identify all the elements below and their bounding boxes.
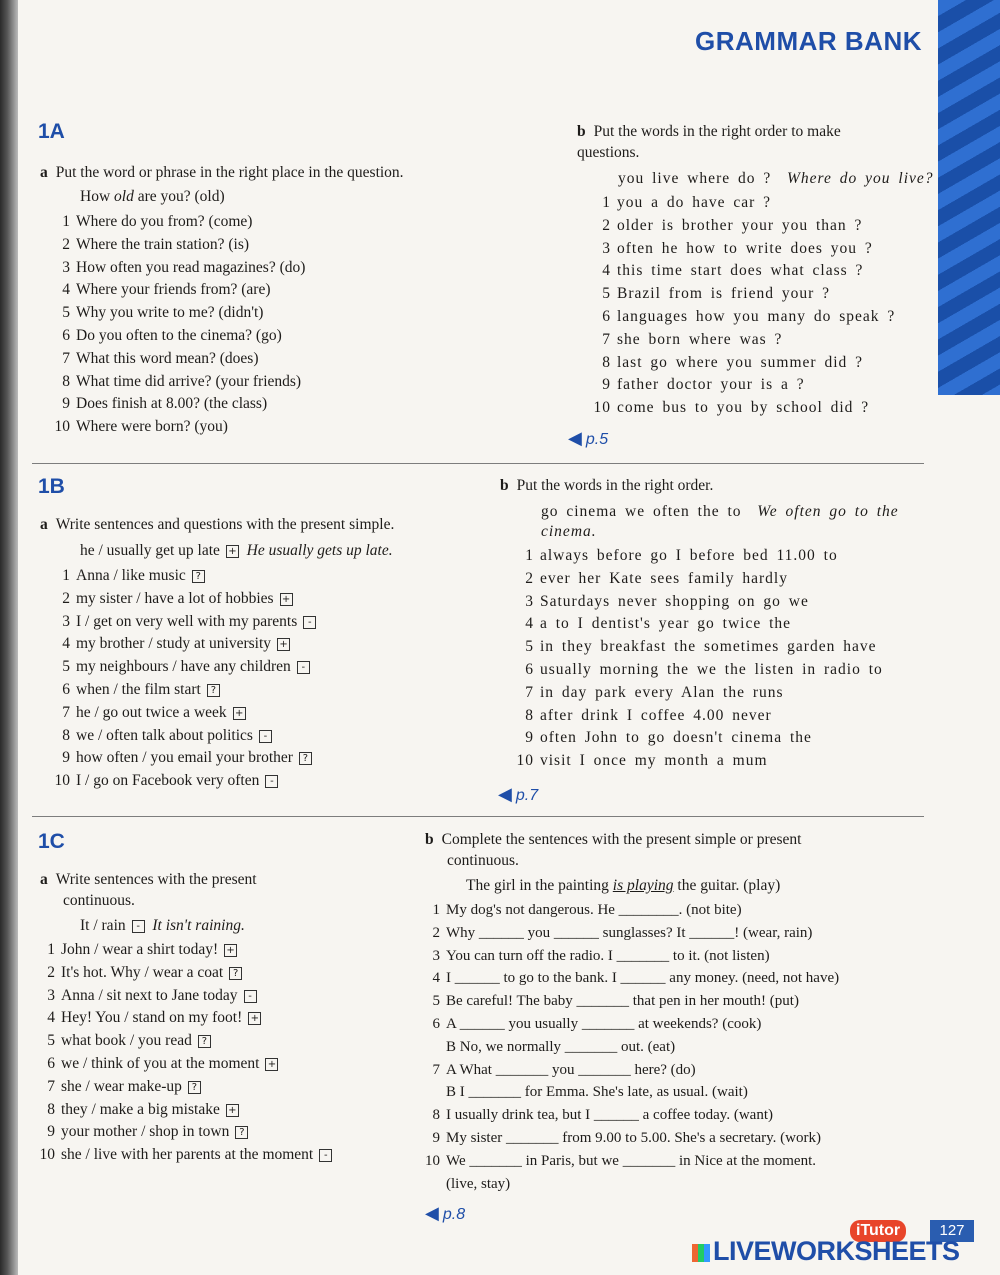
page-header-title: GRAMMAR BANK xyxy=(695,26,922,56)
section-divider xyxy=(32,463,924,464)
item-text: we / often talk about politics xyxy=(76,726,253,744)
item-number: 4 xyxy=(432,970,440,987)
plus-sign-icon: + xyxy=(233,707,246,720)
item-text: Where were born? (you) xyxy=(76,418,228,436)
item-number: 3 xyxy=(602,239,611,257)
item-text: I usually drink tea, but I ______ a coffee today. (want) xyxy=(446,1107,773,1124)
list-item xyxy=(48,279,305,302)
question-mark-icon: ? xyxy=(235,1126,248,1139)
item-text: How often you read magazines? (do) xyxy=(76,258,306,276)
item-number: 7 xyxy=(602,330,611,348)
item-number: 2 xyxy=(62,589,70,607)
list-item xyxy=(33,1121,332,1144)
item-number: 6 xyxy=(62,680,70,698)
plus-sign-icon: + xyxy=(248,1012,261,1025)
list-item xyxy=(512,636,883,659)
exercise-1b-a-instruction xyxy=(40,514,480,535)
page-reference-1a[interactable] xyxy=(568,428,608,449)
item-number: 6 xyxy=(525,660,534,678)
list-item xyxy=(589,329,895,352)
item-text: when / the film start xyxy=(76,680,201,698)
exercise-1c-a-list xyxy=(33,939,332,1167)
plus-sign-icon: + xyxy=(224,944,237,957)
item-number: 10 xyxy=(516,752,534,770)
item-text: Where the train station? (is) xyxy=(76,235,250,253)
item-text: often he how to write does you ? xyxy=(617,239,873,257)
exercise-1b-a-list xyxy=(48,565,316,793)
item-text: Where your friends from? (are) xyxy=(76,281,271,299)
list-item xyxy=(589,306,895,329)
item-text: Anna / like music xyxy=(76,567,186,584)
item-text: My dog's not dangerous. He ________. (not bite) xyxy=(446,902,742,918)
item-number: 10 xyxy=(593,399,611,417)
liveworksheets-mark-icon xyxy=(692,1244,710,1262)
item-number: 2 xyxy=(47,963,55,981)
item-text: Does finish at 8.00? (the class) xyxy=(76,395,268,413)
item-number: 3 xyxy=(525,592,534,610)
list-item xyxy=(48,679,316,702)
item-text: A What _______ you _______ here? (do) xyxy=(446,1061,696,1078)
list-item xyxy=(33,1053,332,1076)
item-number: 5 xyxy=(602,285,611,303)
item-text: your mother / shop in town xyxy=(61,1123,230,1141)
item-number: 1 xyxy=(62,567,70,584)
list-item xyxy=(418,1081,839,1104)
question-mark-icon: ? xyxy=(188,1081,201,1094)
item-number: 3 xyxy=(62,612,70,630)
item-text: ever her Kate sees family hardly xyxy=(540,569,788,587)
minus-sign-icon: - xyxy=(319,1149,332,1162)
instruction-text-cont: continuous. xyxy=(63,892,135,909)
exercise-1b-b-example-cont xyxy=(541,523,597,541)
item-text: (live, stay) xyxy=(446,1175,511,1192)
exercise-letter: b xyxy=(577,123,586,140)
item-number: 1 xyxy=(432,902,440,918)
list-item xyxy=(33,1099,332,1122)
list-item xyxy=(33,1007,332,1030)
item-text: this time start does what class ? xyxy=(617,262,864,280)
decorative-blue-strip xyxy=(938,0,1000,395)
exercise-1a-b-list xyxy=(589,192,895,420)
example-answer-cont: cinema. xyxy=(541,523,597,540)
item-text: B I _______ for Emma. She's late, as usual. (wait) xyxy=(446,1084,748,1101)
item-number: 9 xyxy=(62,395,70,413)
item-number: 10 xyxy=(54,418,70,436)
instruction-text: Write sentences and questions with the present simple. xyxy=(55,516,395,533)
list-item xyxy=(48,747,316,770)
item-text: I / go on Facebook very often xyxy=(76,772,260,790)
question-mark-icon: ? xyxy=(198,1035,211,1048)
item-text: you a do have car ? xyxy=(617,194,772,211)
item-text: I / get on very well with my parents xyxy=(76,612,298,630)
item-number: 8 xyxy=(47,1100,55,1118)
item-number: 3 xyxy=(62,258,70,276)
exercise-1a-a-example xyxy=(80,188,225,206)
list-item xyxy=(589,397,895,420)
list-item xyxy=(512,545,883,568)
exercise-1c-b-instruction xyxy=(425,829,905,871)
liveworksheets-logo xyxy=(692,1236,960,1267)
example-text: he / usually get up late xyxy=(80,542,220,559)
item-number: 4 xyxy=(62,635,70,653)
plus-sign-icon: + xyxy=(226,1104,239,1117)
example-text-end: are you? (old) xyxy=(133,188,225,205)
list-item xyxy=(418,945,839,968)
item-number: 6 xyxy=(602,307,611,325)
item-text: You can turn off the radio. I _______ to it. (not listen) xyxy=(446,947,770,964)
item-number: 5 xyxy=(62,304,70,322)
example-answer: He usually gets up late. xyxy=(246,542,393,559)
item-number: 2 xyxy=(62,235,70,253)
item-text: my sister / have a lot of hobbies xyxy=(76,589,274,607)
item-text: after drink I coffee 4.00 never xyxy=(540,706,772,724)
list-item xyxy=(589,238,895,261)
exercise-1a-a-instruction xyxy=(40,162,480,183)
item-number: 7 xyxy=(62,349,70,367)
minus-sign-icon: - xyxy=(303,616,316,629)
item-number: 4 xyxy=(47,1009,55,1027)
list-item xyxy=(48,302,305,325)
item-text: he / go out twice a week xyxy=(76,703,227,721)
item-text: a to I dentist's year go twice the xyxy=(540,615,792,633)
page-edge-shadow xyxy=(0,0,18,1275)
item-text: I ______ to go to the bank. I ______ any money. (need, not have) xyxy=(446,970,840,987)
list-item xyxy=(33,962,332,985)
exercise-1c-b-example xyxy=(466,877,780,895)
item-text: she born where was ? xyxy=(617,330,783,348)
section-title-1c: 1C xyxy=(38,830,65,853)
item-text: visit I once my month a mum xyxy=(540,752,768,770)
item-text: My sister _______ from 9.00 to 5.00. She's a secretary. (work) xyxy=(446,1129,821,1146)
list-item xyxy=(33,1076,332,1099)
exercise-1c-a-instruction xyxy=(40,869,340,911)
watermark-text: LIVEWORKSHEETS xyxy=(713,1236,960,1266)
list-item xyxy=(48,702,316,725)
question-mark-icon: ? xyxy=(207,684,220,697)
list-item xyxy=(48,633,316,656)
section-title-1a: 1A xyxy=(38,120,65,143)
item-number: 8 xyxy=(62,372,70,390)
list-item xyxy=(418,967,839,990)
instruction-text: Complete the sentences with the present simple or present xyxy=(441,831,802,848)
item-text: always before go I before bed 11.00 to xyxy=(540,547,838,564)
exercise-1a-b-example xyxy=(618,170,934,188)
item-text: we / think of you at the moment xyxy=(61,1054,260,1072)
list-item xyxy=(589,215,895,238)
item-number: 8 xyxy=(62,726,70,744)
example-text: The girl in the painting xyxy=(466,877,613,894)
example-text-end: the guitar. (play) xyxy=(673,877,781,894)
example-answer: is playing xyxy=(612,877,674,894)
list-item xyxy=(589,260,895,283)
arrow-left-icon: ◀ xyxy=(568,428,582,448)
exercise-letter: b xyxy=(425,831,434,848)
page-reference-1c[interactable] xyxy=(425,1203,465,1224)
list-item xyxy=(512,591,883,614)
arrow-left-icon: ◀ xyxy=(498,784,512,804)
item-number: 7 xyxy=(525,683,534,701)
list-item xyxy=(48,770,316,793)
list-item xyxy=(48,565,316,588)
item-number: 2 xyxy=(432,924,440,941)
item-number: 4 xyxy=(602,262,611,280)
example-text: It / rain xyxy=(80,917,126,934)
page-reference-1b[interactable] xyxy=(498,784,538,805)
list-item xyxy=(589,283,895,306)
item-number: 1 xyxy=(602,194,611,211)
list-item xyxy=(589,352,895,375)
list-item xyxy=(418,990,839,1013)
exercise-letter: b xyxy=(500,477,509,494)
question-mark-icon: ? xyxy=(299,752,312,765)
list-item xyxy=(33,985,332,1008)
exercise-1b-b-instruction xyxy=(500,475,920,496)
instruction-text: Put the words in the right order to make questions. xyxy=(577,123,841,161)
list-item xyxy=(48,257,305,280)
minus-sign-icon: - xyxy=(265,775,278,788)
item-text: Why you write to me? (didn't) xyxy=(76,304,264,322)
item-number: 1 xyxy=(525,547,534,564)
item-text: Saturdays never shopping on go we xyxy=(540,592,809,610)
list-item xyxy=(418,1150,839,1173)
list-item xyxy=(48,588,316,611)
item-number: 1 xyxy=(47,941,55,958)
item-text: father doctor your is a ? xyxy=(617,376,805,394)
item-number: 5 xyxy=(432,993,440,1010)
exercise-1c-a-example xyxy=(80,917,245,935)
plus-sign-icon: + xyxy=(280,593,293,606)
list-item xyxy=(48,234,305,257)
example-answer: We often go to the xyxy=(757,503,899,520)
item-text: Where do you from? (come) xyxy=(76,213,253,230)
instruction-text-cont: continuous. xyxy=(447,852,519,869)
item-number: 10 xyxy=(425,1152,440,1169)
item-number: 2 xyxy=(602,216,611,234)
exercise-1b-b-example xyxy=(541,503,899,521)
exercise-letter: a xyxy=(40,164,48,181)
item-text: usually morning the we the listen in radio to xyxy=(540,660,883,678)
example-italic: old xyxy=(114,188,134,205)
minus-sign-icon: - xyxy=(259,730,272,743)
list-item xyxy=(48,325,305,348)
item-text: languages how you many do speak ? xyxy=(617,307,896,325)
item-text: she / wear make-up xyxy=(61,1077,182,1095)
item-number: 9 xyxy=(47,1123,55,1141)
item-text: Brazil from is friend your ? xyxy=(617,285,831,303)
list-item xyxy=(512,727,883,750)
item-number: 9 xyxy=(62,749,70,767)
item-number: 1 xyxy=(62,213,70,230)
item-number: 3 xyxy=(432,947,440,964)
exercise-1a-b-instruction xyxy=(577,121,907,163)
list-item xyxy=(418,1173,839,1196)
item-text: Do you often to the cinema? (go) xyxy=(76,326,282,344)
item-text: they / make a big mistake xyxy=(61,1100,220,1118)
item-text: come bus to you by school did ? xyxy=(617,399,870,417)
item-text: my neighbours / have any children xyxy=(76,658,291,676)
section-divider xyxy=(32,816,924,817)
item-text: B No, we normally _______ out. (eat) xyxy=(446,1038,676,1055)
list-item xyxy=(512,705,883,728)
item-text: she / live with her parents at the moment xyxy=(61,1146,314,1164)
plus-sign-icon: + xyxy=(277,638,290,651)
list-item xyxy=(33,1030,332,1053)
item-number: 4 xyxy=(62,281,70,299)
item-number: 9 xyxy=(525,729,534,747)
item-text: Be careful! The baby _______ that pen in her mouth! (put) xyxy=(446,993,799,1010)
item-text: often John to go doesn't cinema the xyxy=(540,729,812,747)
list-item xyxy=(48,656,316,679)
item-number: 3 xyxy=(47,986,55,1004)
item-number: 8 xyxy=(432,1107,440,1124)
list-item xyxy=(418,1104,839,1127)
itutor-badge[interactable]: iTutor xyxy=(850,1220,906,1242)
item-number: 9 xyxy=(602,376,611,394)
item-text: what book / you read xyxy=(61,1032,192,1050)
item-text: last go where you summer did ? xyxy=(617,353,864,371)
list-item xyxy=(512,682,883,705)
list-item xyxy=(418,1059,839,1082)
item-number: 10 xyxy=(54,772,70,790)
item-number: 6 xyxy=(62,326,70,344)
item-text: What time did arrive? (your friends) xyxy=(76,372,302,390)
exercise-1c-b-list xyxy=(418,899,839,1195)
example-answer: Where do you live? xyxy=(787,170,934,187)
list-item xyxy=(48,211,305,234)
item-number: 6 xyxy=(47,1054,55,1072)
example-text: go cinema we often the to xyxy=(541,503,742,520)
item-text: We _______ in Paris, but we _______ in Nice at the moment. xyxy=(446,1152,816,1169)
exercise-letter: a xyxy=(40,516,48,533)
item-number: 5 xyxy=(62,658,70,676)
list-item xyxy=(512,750,883,773)
page-number: 127 xyxy=(930,1220,974,1242)
instruction-text: Put the word or phrase in the right place in the question. xyxy=(55,164,404,181)
item-number: 7 xyxy=(62,703,70,721)
item-text: older is brother your you than ? xyxy=(617,216,863,234)
list-item xyxy=(418,899,839,922)
list-item xyxy=(48,416,305,439)
item-text: Why ______ you ______ sunglasses? It ______! (wear, rain) xyxy=(446,924,813,941)
item-text: Anna / sit next to Jane today xyxy=(61,986,238,1004)
item-number: 6 xyxy=(432,1015,440,1032)
item-number: 4 xyxy=(525,615,534,633)
instruction-text: Write sentences with the present xyxy=(55,871,257,888)
item-text: A ______ you usually _______ at weekends? (cook) xyxy=(446,1015,762,1032)
item-text: Hey! You / stand on my foot! xyxy=(61,1009,243,1027)
plus-sign-icon: + xyxy=(265,1058,278,1071)
question-mark-icon: ? xyxy=(192,570,205,583)
item-text: It's hot. Why / wear a coat xyxy=(61,963,224,981)
plus-sign-icon: + xyxy=(226,545,239,558)
list-item xyxy=(512,613,883,636)
exercise-1b-a-example xyxy=(80,542,393,560)
example-text: How xyxy=(80,188,115,205)
list-item xyxy=(33,1144,332,1167)
list-item xyxy=(48,348,305,371)
item-number: 8 xyxy=(525,706,534,724)
list-item xyxy=(512,568,883,591)
minus-sign-icon: - xyxy=(132,920,145,933)
item-text: my brother / study at university xyxy=(76,635,272,653)
list-item xyxy=(418,922,839,945)
item-number: 7 xyxy=(47,1077,55,1095)
example-text: you live where do ? xyxy=(618,170,772,187)
item-number: 8 xyxy=(602,353,611,371)
list-item xyxy=(418,1036,839,1059)
list-item xyxy=(48,611,316,634)
minus-sign-icon: - xyxy=(244,990,257,1003)
item-text: What this word mean? (does) xyxy=(76,349,259,367)
item-text: in they breakfast the sometimes garden have xyxy=(540,638,877,656)
item-text: in day park every Alan the runs xyxy=(540,683,784,701)
item-text: how often / you email your brother xyxy=(76,749,293,767)
item-number: 5 xyxy=(525,638,534,656)
list-item xyxy=(512,659,883,682)
arrow-left-icon: ◀ xyxy=(425,1203,439,1223)
reference-text: p.5 xyxy=(585,431,609,448)
section-title-1b: 1B xyxy=(38,475,65,498)
list-item xyxy=(589,192,895,215)
exercise-1b-b-list xyxy=(512,545,883,773)
list-item xyxy=(33,939,332,962)
list-item xyxy=(418,1013,839,1036)
instruction-text: Put the words in the right order. xyxy=(516,477,714,494)
list-item xyxy=(589,374,895,397)
item-number: 2 xyxy=(525,569,534,587)
minus-sign-icon: - xyxy=(297,661,310,674)
item-text: John / wear a shirt today! xyxy=(61,941,219,958)
item-number: 10 xyxy=(39,1146,55,1164)
item-number: 9 xyxy=(432,1129,440,1146)
example-answer: It isn't raining. xyxy=(152,917,245,934)
question-mark-icon: ? xyxy=(229,967,242,980)
list-item xyxy=(48,371,305,394)
item-number: 7 xyxy=(432,1061,440,1078)
exercise-1a-a-list xyxy=(48,211,305,439)
reference-text: p.7 xyxy=(515,787,539,804)
list-item xyxy=(418,1127,839,1150)
list-item xyxy=(48,393,305,416)
list-item xyxy=(48,725,316,748)
reference-text: p.8 xyxy=(442,1206,466,1223)
exercise-letter: a xyxy=(40,871,48,888)
item-number: 5 xyxy=(47,1032,55,1050)
